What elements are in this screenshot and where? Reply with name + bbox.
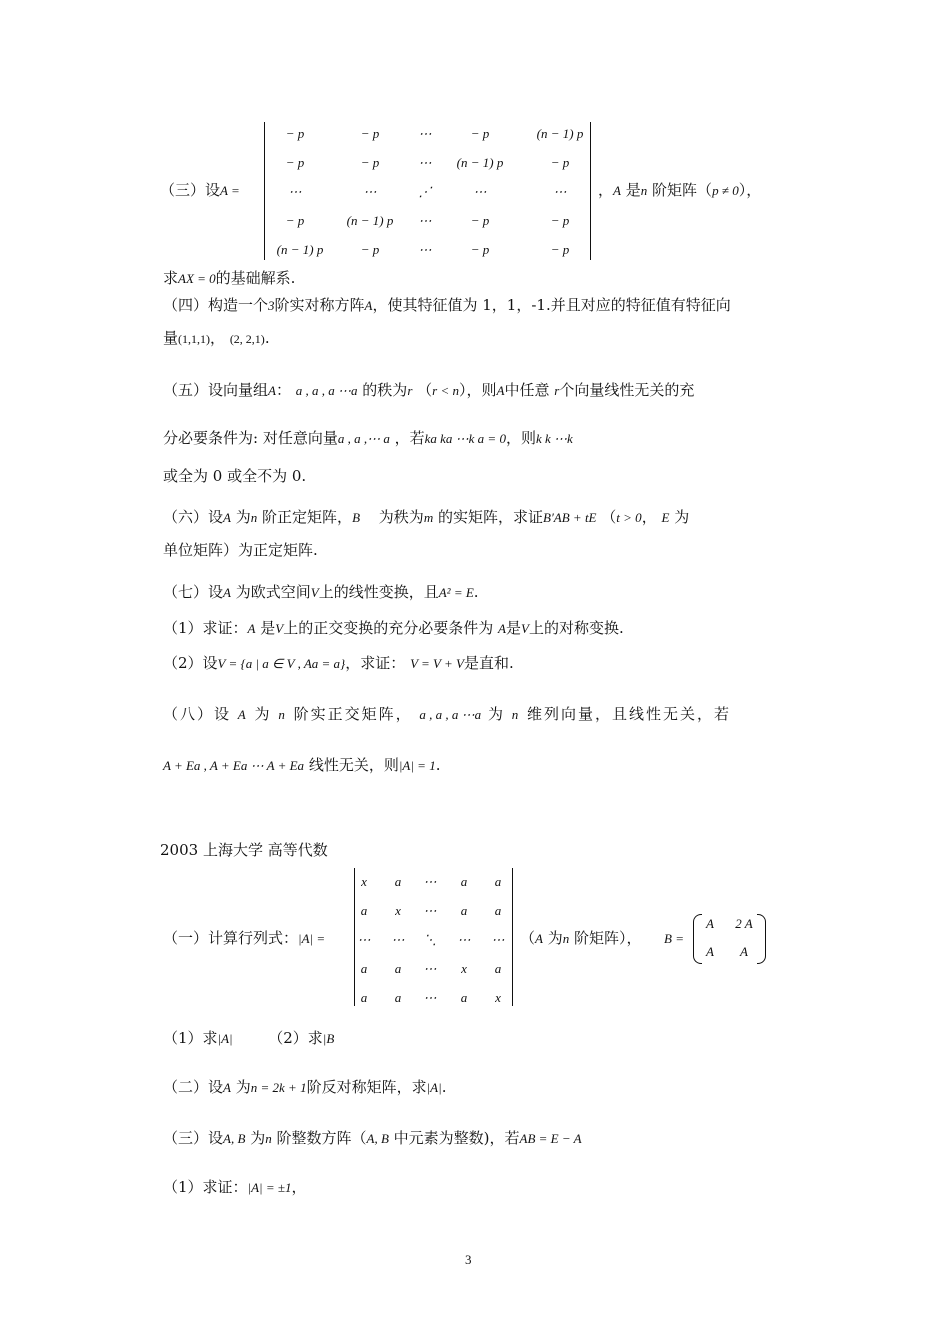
matrix-cell: a xyxy=(360,961,368,976)
q7-text: 是 xyxy=(506,619,522,637)
q7-math: V = {a | a ∈ V , Aa = a} xyxy=(217,656,346,671)
d2-line xyxy=(163,1077,446,1098)
q8-line2 xyxy=(163,755,441,776)
q5-text: ： xyxy=(275,381,291,399)
d2-text: 为 xyxy=(235,1078,251,1096)
matrix-cell: ⋯ xyxy=(423,961,437,976)
d1-math: B = xyxy=(664,931,684,946)
q7-text: 上的正交变换的充分必要条件为 xyxy=(283,619,494,637)
q7-math: A xyxy=(223,585,231,600)
q3-line1-tail xyxy=(598,180,761,201)
q5-text: 分必要条件为: 对任意向量 xyxy=(163,429,338,447)
d1-mid xyxy=(520,928,642,949)
q5-text: ），则 xyxy=(459,381,497,399)
d1-math: |A| xyxy=(217,1031,233,1046)
matrix-cell: a xyxy=(394,874,402,889)
q3-text: ）， xyxy=(738,181,762,199)
q5-math: r xyxy=(554,383,560,398)
matrix-cell: ⋯ xyxy=(423,990,437,1005)
q6-text: 为 xyxy=(674,508,690,526)
d3-text: （三）设 xyxy=(163,1129,224,1147)
q7-line1 xyxy=(163,582,479,603)
d3-math: A, B xyxy=(223,1131,246,1146)
matrix-cell: (n − 1) p xyxy=(346,213,394,228)
matrix-cell: A xyxy=(740,944,748,959)
q4-line2 xyxy=(163,328,270,349)
d3-math: n xyxy=(265,1131,272,1146)
matrix-cell: ⋯ xyxy=(457,932,471,947)
matrix-cell: − p xyxy=(285,155,305,170)
matrix-cell: − p xyxy=(285,126,305,141)
matrix-cell: − p xyxy=(550,213,570,228)
matrix-cell: (n − 1) p xyxy=(536,126,584,141)
q3-line1 xyxy=(160,180,240,201)
q8-text: 为 xyxy=(254,705,272,723)
d1-math: |A| = xyxy=(298,931,326,946)
d2-text: . xyxy=(441,1078,447,1096)
q6-text: 为秩为 xyxy=(378,508,424,526)
q7-text: （七）设 xyxy=(163,583,224,601)
q5-text: 的秩为 xyxy=(362,381,408,399)
q5-text: ，则 xyxy=(505,429,536,447)
matrix-cell: ⋯ xyxy=(473,184,487,199)
d2-text: 阶反对称矩阵，求 xyxy=(306,1078,427,1096)
q5-math: A xyxy=(268,383,276,398)
q5-text: （ xyxy=(417,381,433,399)
q7-text: （2）设 xyxy=(163,654,218,672)
d1-B-eq xyxy=(664,928,684,949)
matrix-cell: A xyxy=(706,916,714,931)
q5-math: r < n xyxy=(432,383,460,398)
q4-text: ， xyxy=(210,329,226,347)
q6-math: B xyxy=(352,510,361,525)
q5-math: a , a ,⋯ a xyxy=(337,431,390,446)
q7-math: A² = E xyxy=(438,585,474,600)
q7-math: A xyxy=(247,621,256,636)
q5-math: a , a , a ⋯a xyxy=(295,383,358,398)
d1-text: （2）求 xyxy=(268,1029,323,1047)
q4-line1 xyxy=(163,295,731,316)
matrix-cell: ⋯ xyxy=(418,126,432,141)
q8-text: 线性无关，则 xyxy=(308,756,399,774)
q8-math: A + Ea , A + Ea ⋯ A + Ea xyxy=(163,758,305,773)
q7-text: （1）求证： xyxy=(163,619,248,637)
d1-math: |B xyxy=(322,1031,335,1046)
d1-subparts xyxy=(163,1028,334,1049)
q3-lead: （三）设 xyxy=(160,181,221,199)
q7-math: V xyxy=(310,585,319,600)
d3-part1 xyxy=(163,1177,307,1198)
q3-math: p ≠ 0 xyxy=(712,183,739,198)
matrix-cell: A xyxy=(706,944,714,959)
matrix-cell: ⋯ xyxy=(491,932,505,947)
matrix-cell: ⋰ xyxy=(418,184,432,199)
q8-text: 为 xyxy=(487,705,505,723)
d2-text: （二）设 xyxy=(163,1078,224,1096)
q7-text: 是直和. xyxy=(463,654,514,672)
d1-text: （1）求 xyxy=(163,1029,218,1047)
matrix-cell: ⋯ xyxy=(363,184,377,199)
matrix-cell: − p xyxy=(360,126,380,141)
q8-math: a , a , a ⋯a xyxy=(419,707,482,722)
q5-text: ，若 xyxy=(394,429,425,447)
matrix-cell: − p xyxy=(550,242,570,257)
q7-math: V = V + V xyxy=(410,656,464,671)
d1-line xyxy=(163,928,325,949)
q3-text: 的基础解系. xyxy=(215,269,296,287)
q5-text: 中任意 xyxy=(504,381,550,399)
matrix-cell: ⋯ xyxy=(553,184,567,199)
d1-text: （ xyxy=(520,929,536,947)
q8-math: |A| = 1 xyxy=(398,758,436,773)
q8-line1 xyxy=(163,704,731,725)
q7-text: 是 xyxy=(260,619,276,637)
q5-math: A xyxy=(496,383,505,398)
matrix-cell: − p xyxy=(285,213,305,228)
q3-text: 是 xyxy=(625,181,641,199)
matrix-cell: ⋯ xyxy=(288,184,302,199)
q6-math: n xyxy=(250,510,258,525)
matrix-cell: a xyxy=(494,961,502,976)
q5-math: r xyxy=(407,383,413,398)
q7-math: A xyxy=(498,621,506,636)
q3-text: 求 xyxy=(163,269,179,287)
d3-text: 为 xyxy=(250,1129,266,1147)
q6-line2: 单位矩阵）为正定矩阵. xyxy=(163,541,318,559)
q3-eq: A = xyxy=(220,183,240,198)
d3-line xyxy=(163,1128,582,1149)
q4-text: （四）构造一个 xyxy=(163,296,269,314)
d3-text: 阶整数方阵（ xyxy=(276,1129,367,1147)
q7-math: V xyxy=(275,621,284,636)
q6-math: B′AB + tE xyxy=(543,510,597,525)
d1-math: n xyxy=(562,931,570,946)
q4-text: . xyxy=(264,329,270,347)
q6-text: （ xyxy=(601,508,617,526)
q8-math: n xyxy=(511,707,521,722)
page-number: 3 xyxy=(465,1252,472,1267)
d1-text: （一）计算行列式： xyxy=(163,929,299,947)
d3-math: |A| = ±1 xyxy=(247,1180,292,1195)
matrix-cell: a xyxy=(460,874,468,889)
matrix-cell: a xyxy=(460,903,468,918)
q7-text: . xyxy=(473,583,479,601)
matrix-cell: x xyxy=(495,990,501,1005)
matrix-cell: x xyxy=(361,874,367,889)
matrix-cell: − p xyxy=(550,155,570,170)
q6-math: t > 0 xyxy=(616,510,642,525)
q3-math: n xyxy=(640,183,648,198)
q6-math: A xyxy=(223,510,231,525)
d1-math: A xyxy=(535,931,543,946)
q4-text: ，使其特征值为 1，1，-1.并且对应的特征值有特征向 xyxy=(372,296,731,314)
q8-text: （八）设 xyxy=(163,705,232,723)
q5-math: ka ka ⋯k a = 0 xyxy=(424,431,506,446)
d2-math: A xyxy=(223,1080,231,1095)
matrix-cell: a xyxy=(360,903,368,918)
q7-part2 xyxy=(163,653,514,674)
matrix-cell: (n − 1) p xyxy=(276,242,324,257)
matrix-cell: ⋱ xyxy=(423,932,437,947)
section-title: 2003 上海大学 高等代数 xyxy=(160,841,328,859)
q6-text: 为 xyxy=(235,508,251,526)
q5-line1 xyxy=(163,380,694,401)
matrix-cell: ⋯ xyxy=(423,874,437,889)
q4-math: (1,1,1) xyxy=(178,332,211,346)
q5-text: （五）设向量组 xyxy=(163,381,269,399)
matrix-cell: − p xyxy=(470,242,490,257)
matrix-cell: ⋯ xyxy=(418,155,432,170)
q3-math: A xyxy=(613,183,621,198)
q6-math: m xyxy=(423,510,434,525)
q6-line1 xyxy=(163,507,689,528)
q5-math: k k ⋯k xyxy=(535,431,573,446)
d1-text: 为 xyxy=(547,929,563,947)
q4-text: 量 xyxy=(163,329,179,347)
q3-text: 阶矩阵（ xyxy=(652,181,713,199)
d2-math: n = 2k + 1 xyxy=(250,1080,307,1095)
q8-text: 阶实正交矩阵， xyxy=(293,705,413,723)
q4-math: 3 xyxy=(268,298,275,313)
matrix-cell: (n − 1) p xyxy=(456,155,504,170)
q6-math: E xyxy=(661,510,670,525)
d3-text: （1）求证： xyxy=(163,1178,248,1196)
d3-math: AB = E − A xyxy=(519,1131,582,1146)
matrix-cell: ⋯ xyxy=(418,242,432,257)
q5-line2 xyxy=(163,428,573,449)
matrix-cell: 2 A xyxy=(735,916,753,931)
matrix-cell: x xyxy=(461,961,467,976)
matrix-cell: x xyxy=(395,903,401,918)
matrix-cell: ⋯ xyxy=(423,903,437,918)
q3-text: ， xyxy=(598,181,614,199)
q8-math: n xyxy=(278,707,287,722)
q7-text: 上的线性变换，且 xyxy=(318,583,439,601)
q7-math: V xyxy=(521,621,529,636)
q6-text: 的实矩阵，求证 xyxy=(437,508,543,526)
q4-text: 阶实对称方阵 xyxy=(274,296,365,314)
matrix-cell: a xyxy=(460,990,468,1005)
q7-part1 xyxy=(163,618,624,639)
q8-text: 维列向量，且线性无关，若 xyxy=(527,705,732,723)
q8-text: . xyxy=(435,756,441,774)
q6-text: ， xyxy=(641,508,657,526)
matrix-cell: a xyxy=(394,990,402,1005)
q6-text: （六）设 xyxy=(163,508,224,526)
matrix-cell: − p xyxy=(360,242,380,257)
q5-text: 个向量线性无关的充 xyxy=(559,381,695,399)
q4-math: (2, 2,1) xyxy=(229,332,265,346)
matrix-cell: a xyxy=(360,990,368,1005)
matrix-cell: a xyxy=(494,903,502,918)
q7-text: ，求证： xyxy=(345,654,406,672)
d1-text: 阶矩阵）， xyxy=(574,929,642,947)
d3-text: ， xyxy=(291,1178,307,1196)
matrix-cell: ⋯ xyxy=(391,932,405,947)
d3-text: 中元素为整数)，若 xyxy=(393,1129,520,1147)
q7-text: 上的对称变换. xyxy=(528,619,624,637)
q7-text: 为欧式空间 xyxy=(235,583,311,601)
q3-line2 xyxy=(163,268,295,289)
d3-math: A, B xyxy=(366,1131,389,1146)
q6-text: 阶正定矩阵， xyxy=(262,508,353,526)
q8-math: A xyxy=(237,707,248,722)
matrix-cell: ⋯ xyxy=(357,932,371,947)
matrix-cell: − p xyxy=(470,126,490,141)
matrix-cell: − p xyxy=(360,155,380,170)
matrix-cell: − p xyxy=(470,213,490,228)
matrix-cell: ⋯ xyxy=(418,213,432,228)
q3-math: AX = 0 xyxy=(178,271,216,286)
matrix-cell: a xyxy=(494,874,502,889)
q5-line3: 或全为 0 或全不为 0. xyxy=(163,467,307,485)
q4-math: A xyxy=(364,298,373,313)
matrix-cell: a xyxy=(394,961,402,976)
d2-math: |A| xyxy=(426,1080,442,1095)
